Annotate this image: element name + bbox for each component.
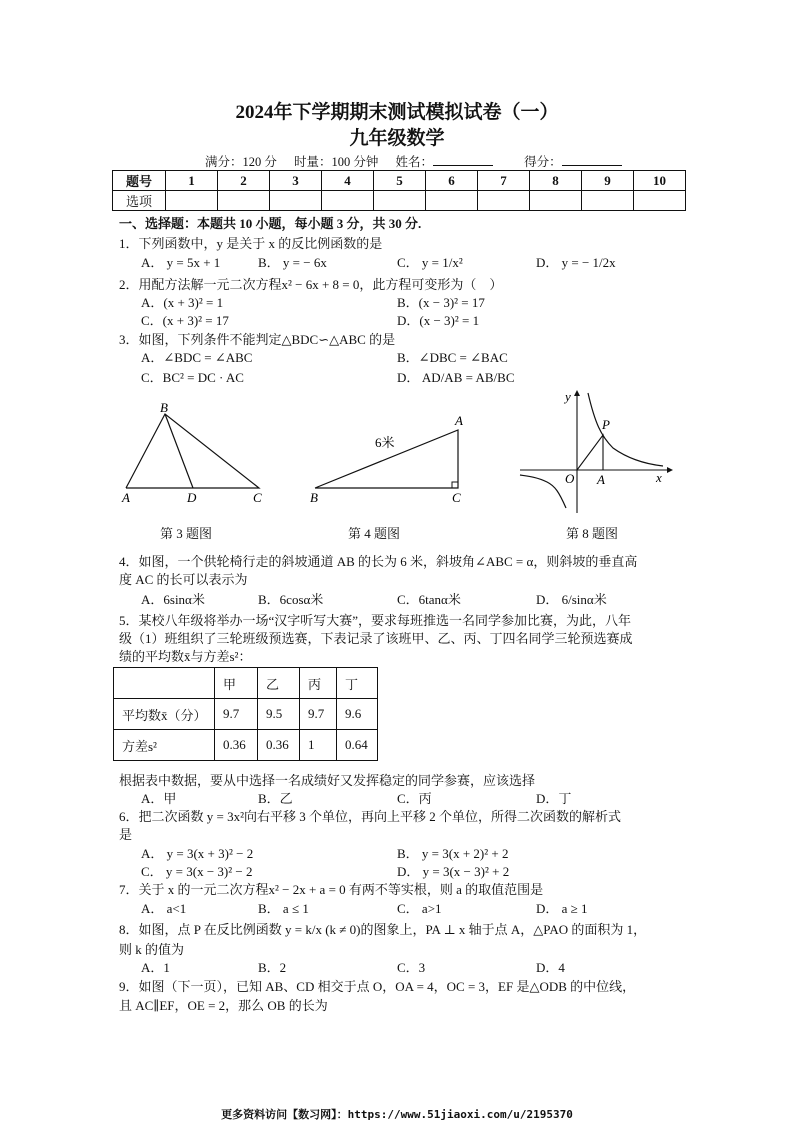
q2-option-a: A．(x + 3)² = 1 — [141, 295, 224, 310]
time-limit: 时量：100 分钟 — [294, 155, 379, 169]
q5-option-a: A．甲 — [141, 791, 177, 806]
fig8-label-p: P — [602, 417, 610, 432]
fig3-label-b: B — [160, 400, 168, 415]
figure-8-caption: 第 8 题图 — [566, 526, 619, 541]
answer-number: 7 — [478, 171, 530, 191]
footer-link[interactable]: 更多资料访问【数习网】：https://www.51jiaoxi.com/u/2195370 — [221, 1108, 573, 1121]
answer-number: 10 — [634, 171, 686, 191]
answer-number: 3 — [270, 171, 322, 191]
answer-table-row-label: 选项 — [113, 191, 166, 211]
name-field[interactable] — [396, 155, 508, 169]
q8-option-a: A．1 — [141, 960, 170, 975]
stat-cell: 9.5 — [258, 699, 300, 730]
q8-option-d: D．4 — [536, 960, 565, 975]
fig4-label-b: B — [310, 490, 318, 505]
q8-option-b: B．2 — [258, 960, 287, 975]
score-label: 得分： — [524, 155, 562, 169]
q1-option-c: C． y = 1/x² — [397, 255, 463, 270]
section-heading: 一、选择题：本题共 10 小题，每小题 3 分，共 30 分. — [119, 216, 422, 231]
q2-stem: 2．用配方法解一元二次方程x² − 6x + 8 = 0，此方程可变形为（ ） — [119, 277, 503, 292]
fig4-label-a: A — [455, 413, 463, 428]
q5-stem-3: 绩的平均数x̄与方差s²： — [119, 649, 252, 664]
name-label: 姓名： — [395, 155, 434, 169]
q6-stem-2: 是 — [119, 827, 133, 842]
q4-option-d: D． 6/sinα米 — [536, 592, 607, 607]
stat-header: 乙 — [258, 668, 300, 699]
stat-header: 丁 — [337, 668, 378, 699]
q5-stem-1: 5．某校八年级将举办一场“汉字听写大赛”，要求每班推选一名同学参加比赛，为此，八年 — [119, 613, 632, 628]
stat-cell: 0.64 — [337, 730, 378, 761]
answer-table-row-label: 题号 — [113, 171, 166, 191]
answer-cell[interactable] — [426, 191, 478, 211]
exam-info — [205, 152, 650, 170]
q3-option-c: C．BC² = DC · AC — [141, 370, 244, 385]
q6-option-c: C． y = 3(x − 3)² − 2 — [141, 864, 253, 879]
answer-number: 8 — [530, 171, 582, 191]
answer-cell[interactable] — [270, 191, 322, 211]
q4-option-b: B．6cosα米 — [258, 592, 324, 607]
q1-option-b: B． y = − 6x — [258, 255, 327, 270]
q7-option-a: A． a<1 — [141, 901, 187, 916]
figure-4 — [305, 408, 480, 508]
q3-option-a: A．∠BDC = ∠ABC — [141, 350, 253, 365]
answer-cell[interactable] — [166, 191, 218, 211]
stat-cell: 1 — [300, 730, 337, 761]
answer-number: 2 — [218, 171, 270, 191]
q5-option-c: C．丙 — [397, 791, 432, 806]
q2-option-d: D．(x − 3)² = 1 — [397, 313, 480, 328]
q8-stem-2: 则 k 的值为 — [119, 942, 185, 957]
answer-cell[interactable] — [530, 191, 582, 211]
fig3-label-a: A — [122, 490, 130, 505]
q4-stem-2: 度 AC 的长可以表示为 — [119, 572, 248, 587]
answer-number: 5 — [374, 171, 426, 191]
q3-stem: 3．如图，下列条件不能判定△BDC∽△ABC 的是 — [119, 332, 396, 347]
q5-after: 根据表中数据，要从中选择一名成绩好又发挥稳定的同学参赛，应该选择 — [119, 773, 536, 788]
q5-option-b: B．乙 — [258, 791, 293, 806]
figure-8 — [515, 388, 675, 518]
figure-4-caption: 第 4 题图 — [348, 526, 401, 541]
answer-cell[interactable] — [582, 191, 634, 211]
answer-cell[interactable] — [322, 191, 374, 211]
stat-cell: 9.7 — [300, 699, 337, 730]
stat-row-label: 平均数x̄（分） — [114, 699, 215, 730]
q5-stem-2: 级（1）班组织了三轮班级预选赛，下表记录了该班甲、乙、丙、丁四名同学三轮预选赛成 — [119, 631, 633, 646]
stat-header: 甲 — [215, 668, 258, 699]
answer-cell[interactable] — [478, 191, 530, 211]
stat-cell: 0.36 — [215, 730, 258, 761]
answer-number: 4 — [322, 171, 374, 191]
q7-option-b: B． a ≤ 1 — [258, 901, 309, 916]
answer-number: 1 — [166, 171, 218, 191]
q5-option-d: D．丁 — [536, 791, 572, 806]
fig3-label-d: D — [187, 490, 197, 505]
q2-option-c: C．(x + 3)² = 17 — [141, 313, 229, 328]
q8-option-c: C．3 — [397, 960, 426, 975]
q6-option-a: A． y = 3(x + 3)² − 2 — [141, 846, 254, 861]
q9-stem-1: 9．如图（下一页），已知 AB、CD 相交于点 O，OA = 4，OC = 3，EF 是△ODB 的中位线， — [119, 979, 636, 994]
stat-cell: 9.6 — [337, 699, 378, 730]
q3-option-b: B．∠DBC = ∠BAC — [397, 350, 508, 365]
answer-table — [112, 170, 686, 211]
q7-option-c: C． a>1 — [397, 901, 442, 916]
fig3-label-c: C — [253, 490, 262, 505]
fig8-label-x: x — [656, 470, 662, 485]
fig8-label-y: y — [565, 389, 571, 404]
fig4-side-label: 6米 — [375, 435, 395, 450]
figure-3 — [118, 398, 278, 508]
score-field[interactable] — [524, 155, 636, 169]
fig8-label-a: A — [597, 472, 605, 487]
answer-cell[interactable] — [218, 191, 270, 211]
answer-cell[interactable] — [374, 191, 426, 211]
q5-stat-table — [113, 667, 378, 761]
answer-number: 9 — [582, 171, 634, 191]
q4-option-a: A．6sinα米 — [141, 592, 205, 607]
figure-3-caption: 第 3 题图 — [160, 526, 213, 541]
q9-stem-2: 且 AC∥EF，OE = 2，那么 OB 的长为 — [119, 998, 328, 1013]
stat-header — [114, 668, 215, 699]
q7-option-d: D． a ≥ 1 — [536, 901, 588, 916]
stat-row-label: 方差s² — [114, 730, 215, 761]
q6-option-b: B． y = 3(x + 2)² + 2 — [397, 846, 509, 861]
fig4-label-c: C — [452, 490, 461, 505]
stat-header: 丙 — [300, 668, 337, 699]
exam-subtitle: 九年级数学 — [349, 128, 445, 149]
q2-option-b: B．(x − 3)² = 17 — [397, 295, 485, 310]
q6-stem-1: 6．把二次函数 y = 3x²向右平移 3 个单位，再向上平移 2 个单位，所得二次函数的解析式 — [119, 809, 621, 824]
stat-cell: 9.7 — [215, 699, 258, 730]
exam-title: 2024年下学期期末测试模拟试卷（一） — [235, 102, 559, 123]
fig8-label-o: O — [565, 471, 575, 486]
q1-option-a: A． y = 5x + 1 — [141, 255, 221, 270]
full-score: 满分：120 分 — [205, 155, 277, 169]
answer-cell[interactable] — [634, 191, 686, 211]
q7-stem: 7．关于 x 的一元二次方程x² − 2x + a = 0 有两不等实根，则 a 的取值范围是 — [119, 882, 544, 897]
q4-option-c: C．6tanα米 — [397, 592, 461, 607]
stat-cell: 0.36 — [258, 730, 300, 761]
q1-option-d: D． y = − 1/2x — [536, 255, 616, 270]
q3-option-d: D． AD/AB = AB/BC — [397, 370, 515, 385]
answer-number: 6 — [426, 171, 478, 191]
q4-stem-1: 4．如图，一个供轮椅行走的斜坡通道 AB 的长为 6 米，斜坡角∠ABC = α，则斜坡的垂直高 — [119, 554, 638, 569]
q1-stem: 1．下列函数中，y 是关于 x 的反比例函数的是 — [119, 236, 383, 251]
q8-stem-1: 8．如图，点 P 在反比例函数 y = k/x (k ≠ 0)的图象上，PA ⊥ x 轴于点 A，△PAO 的面积为 1， — [119, 922, 647, 937]
q6-option-d: D． y = 3(x − 3)² + 2 — [397, 864, 510, 879]
